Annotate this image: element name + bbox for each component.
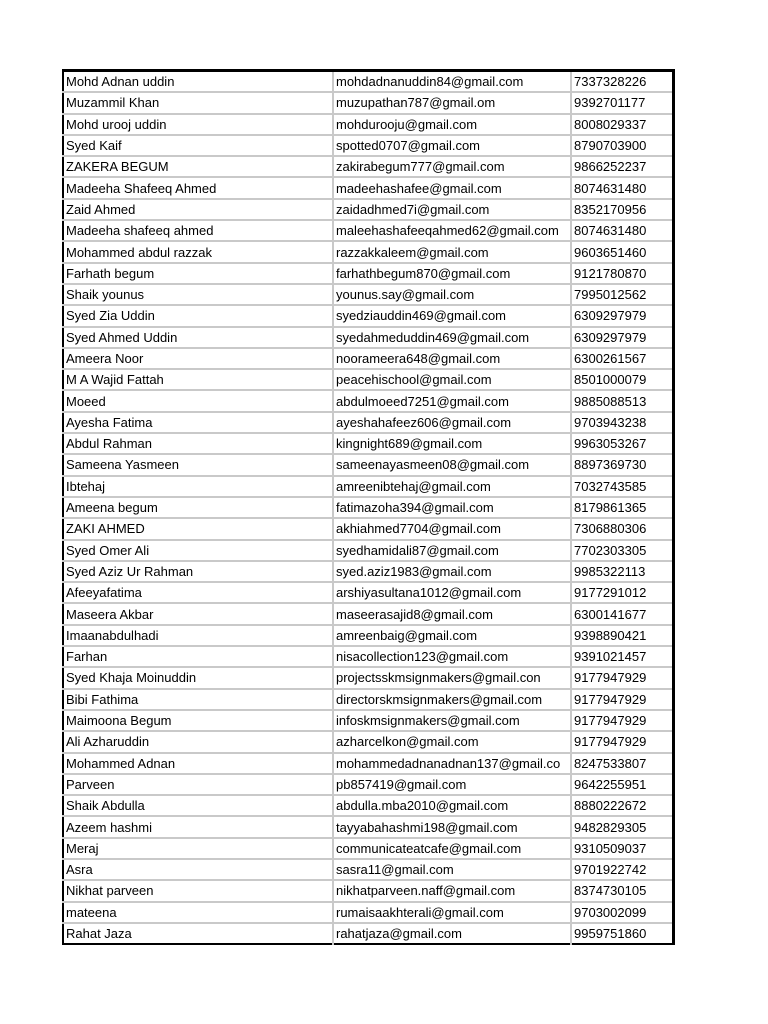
email-cell: directorskmsignmakers@gmail.com (333, 689, 571, 710)
email-cell: infoskmsignmakers@gmail.com (333, 710, 571, 731)
phone-cell: 9885088513 (571, 390, 673, 411)
email-cell: ayeshahafeez606@gmail.com (333, 412, 571, 433)
name-cell: Farhath begum (63, 263, 333, 284)
email-cell: projectsskmsignmakers@gmail.con (333, 667, 571, 688)
name-cell: mateena (63, 902, 333, 923)
table-row (63, 646, 673, 667)
name-cell: Syed Khaja Moinuddin (63, 667, 333, 688)
phone-cell: 9959751860 (574, 926, 647, 942)
table-row (63, 710, 673, 731)
table-body (63, 71, 673, 945)
email-cell: zakirabegum777@gmail.com (333, 156, 571, 177)
phone-cell: 7337328226 (571, 71, 673, 93)
name-cell: Imaanabdulhadi (63, 625, 333, 646)
phone-cell: 9701922742 (571, 859, 673, 880)
table-row (63, 795, 673, 816)
phone-cell: 7306880306 (571, 518, 673, 539)
phone-cell: 6300141677 (571, 603, 673, 624)
name-cell: Ali Azharuddin (63, 731, 333, 752)
email-cell: syedhamidali87@gmail.com (333, 540, 571, 561)
name-cell: Sameena Yasmeen (63, 454, 333, 475)
email-cell: arshiyasultana1012@gmail.com (333, 582, 571, 603)
table-row (63, 859, 673, 880)
name-cell: ZAKI AHMED (63, 518, 333, 539)
table-row (63, 497, 673, 518)
phone-cell: 8501000079 (571, 369, 673, 390)
name-cell: Syed Aziz Ur Rahman (63, 561, 333, 582)
email-cell: amreenibtehaj@gmail.com (333, 476, 571, 497)
name-cell: Zaid Ahmed (63, 199, 333, 220)
name-cell: Bibi Fathima (63, 689, 333, 710)
email-cell: mohammedadnanadnan137@gmail.co (333, 753, 571, 774)
table-row (63, 753, 673, 774)
email-cell: maseerasajid8@gmail.com (333, 603, 571, 624)
phone-cell: 9963053267 (571, 433, 673, 454)
name-cell: Syed Kaif (63, 135, 333, 156)
email-cell: rumaisaakhterali@gmail.com (333, 902, 571, 923)
table-row (63, 92, 673, 113)
email-cell: muzupathan787@gmail.om (333, 92, 571, 113)
table-row (63, 561, 673, 582)
phone-cell: 7702303305 (571, 540, 673, 561)
name-cell: Azeem hashmi (63, 816, 333, 837)
table-row (63, 199, 673, 220)
name-cell: Moeed (63, 390, 333, 411)
phone-cell: 7032743585 (571, 476, 673, 497)
name-cell: Maimoona Begum (63, 710, 333, 731)
email-cell: zaidadhmed7i@gmail.com (333, 199, 571, 220)
table-row (63, 774, 673, 795)
table-row (63, 625, 673, 646)
table-row (63, 902, 673, 923)
name-cell: Afeeyafatima (63, 582, 333, 603)
phone-cell: 8352170956 (571, 199, 673, 220)
table-row (63, 667, 673, 688)
phone-cell: 9985322113 (571, 561, 673, 582)
name-cell: Shaik younus (63, 284, 333, 305)
phone-cell: 9482829305 (571, 816, 673, 837)
email-cell: mohdurooju@gmail.com (333, 114, 571, 135)
name-cell: Ibtehaj (63, 476, 333, 497)
email-cell: akhiahmed7704@gmail.com (333, 518, 571, 539)
phone-cell: 8247533807 (571, 753, 673, 774)
email-cell: communicateatcafe@gmail.com (333, 838, 571, 859)
table-row (63, 816, 673, 837)
phone-cell: 8897369730 (571, 454, 673, 475)
table-row (63, 284, 673, 305)
name-cell: Madeeha Shafeeq Ahmed (63, 177, 333, 198)
email-cell: syedziauddin469@gmail.com (333, 305, 571, 326)
name-cell: Rahat Jaza (63, 923, 333, 944)
email-cell: nisacollection123@gmail.com (333, 646, 571, 667)
table-row (63, 540, 673, 561)
email-cell: sasra11@gmail.com (333, 859, 571, 880)
name-cell: M A Wajid Fattah (63, 369, 333, 390)
email-cell: amreenbaig@gmail.com (333, 625, 571, 646)
table-row (63, 880, 673, 901)
table-row (63, 241, 673, 262)
table-row (63, 114, 673, 135)
table-row (63, 71, 673, 93)
table-row (63, 412, 673, 433)
table-row (63, 327, 673, 348)
name-cell: Ameena begum (63, 497, 333, 518)
phone-cell: 9391021457 (571, 646, 673, 667)
phone-cell: 8179861365 (571, 497, 673, 518)
table-row (63, 135, 673, 156)
phone-cell: 8074631480 (571, 177, 673, 198)
table-row (63, 838, 673, 859)
phone-cell: 9866252237 (571, 156, 673, 177)
name-cell: Syed Omer Ali (63, 540, 333, 561)
email-cell: peacehischool@gmail.com (333, 369, 571, 390)
name-cell: ZAKERA BEGUM (63, 156, 333, 177)
table-row (63, 603, 673, 624)
email-cell: fatimazoha394@gmail.com (333, 497, 571, 518)
email-cell: maleehashafeeqahmed62@gmail.com (333, 220, 571, 241)
name-cell: Farhan (63, 646, 333, 667)
phone-cell: 9392701177 (571, 92, 673, 113)
name-cell: Maseera Akbar (63, 603, 333, 624)
phone-cell: 9177947929 (571, 689, 673, 710)
table-row (63, 305, 673, 326)
phone-cell: 9703943238 (571, 412, 673, 433)
email-cell: noorameera648@gmail.com (333, 348, 571, 369)
table-row (63, 582, 673, 603)
email-cell: younus.say@gmail.com (333, 284, 571, 305)
name-cell: Ayesha Fatima (63, 412, 333, 433)
phone-cell: 6309297979 (571, 327, 673, 348)
email-cell: kingnight689@gmail.com (333, 433, 571, 454)
phone-cell: 8790703900 (571, 135, 673, 156)
email-cell: azharcelkon@gmail.com (333, 731, 571, 752)
table-row (63, 433, 673, 454)
name-cell: Mohammed abdul razzak (63, 241, 333, 262)
phone-cell: 9310509037 (571, 838, 673, 859)
email-cell: mohdadnanuddin84@gmail.com (333, 71, 571, 93)
phone-cell: 9398890421 (571, 625, 673, 646)
table-row (63, 390, 673, 411)
table-row (63, 263, 673, 284)
phone-cell: 9642255951 (571, 774, 673, 795)
name-cell: Meraj (63, 838, 333, 859)
phone-cell: 9121780870 (571, 263, 673, 284)
name-cell: Syed Ahmed Uddin (63, 327, 333, 348)
email-cell: sameenayasmeen08@gmail.com (333, 454, 571, 475)
contact-table (62, 69, 675, 945)
phone-cell: 9177947929 (571, 710, 673, 731)
phone-cell: 9603651460 (571, 241, 673, 262)
table-row (63, 177, 673, 198)
table-row (63, 156, 673, 177)
table-row (63, 518, 673, 539)
phone-cell: 8008029337 (571, 114, 673, 135)
email-cell: tayyabahashmi198@gmail.com (333, 816, 571, 837)
name-cell: Asra (63, 859, 333, 880)
table-row (63, 476, 673, 497)
name-cell: Shaik Abdulla (63, 795, 333, 816)
name-cell: Mohd Adnan uddin (63, 71, 333, 93)
phone-cell: 9177947929 (571, 731, 673, 752)
phone-cell: 9703002099 (571, 902, 673, 923)
name-cell: Mohammed Adnan (63, 753, 333, 774)
name-cell: Abdul Rahman (63, 433, 333, 454)
name-cell: Muzammil Khan (63, 92, 333, 113)
name-cell: Parveen (63, 774, 333, 795)
table-row (63, 369, 673, 390)
phone-cell: 6300261567 (571, 348, 673, 369)
email-cell: pb857419@gmail.com (333, 774, 571, 795)
email-cell: nikhatparveen.naff@gmail.com (333, 880, 571, 901)
email-cell: abdulla.mba2010@gmail.com (333, 795, 571, 816)
name-cell: Syed Zia Uddin (63, 305, 333, 326)
email-cell: syed.aziz1983@gmail.com (333, 561, 571, 582)
email-cell: rahatjaza@gmail.com (333, 923, 571, 944)
table-row (63, 923, 673, 944)
phone-cell: 9177291012 (571, 582, 673, 603)
table-row (63, 731, 673, 752)
email-cell: madeehashafee@gmail.com (333, 177, 571, 198)
email-cell: abdulmoeed7251@gmail.com (333, 390, 571, 411)
name-cell: Mohd urooj uddin (63, 114, 333, 135)
name-cell: Ameera Noor (63, 348, 333, 369)
name-cell: Nikhat parveen (63, 880, 333, 901)
table-row (63, 689, 673, 710)
table-row (63, 220, 673, 241)
email-cell: spotted0707@gmail.com (333, 135, 571, 156)
phone-cell: 7995012562 (571, 284, 673, 305)
phone-cell: 8374730105 (571, 880, 673, 901)
phone-cell: 8074631480 (571, 220, 673, 241)
phone-cell: 6309297979 (571, 305, 673, 326)
email-cell: razzakkaleem@gmail.com (333, 241, 571, 262)
phone-cell: 8880222672 (571, 795, 673, 816)
phone-cell: 9177947929 (571, 667, 673, 688)
table-row (63, 454, 673, 475)
table-row (63, 348, 673, 369)
email-cell: syedahmeduddin469@gmail.com (333, 327, 571, 348)
email-cell: farhathbegum870@gmail.com (333, 263, 571, 284)
name-cell: Madeeha shafeeq ahmed (63, 220, 333, 241)
